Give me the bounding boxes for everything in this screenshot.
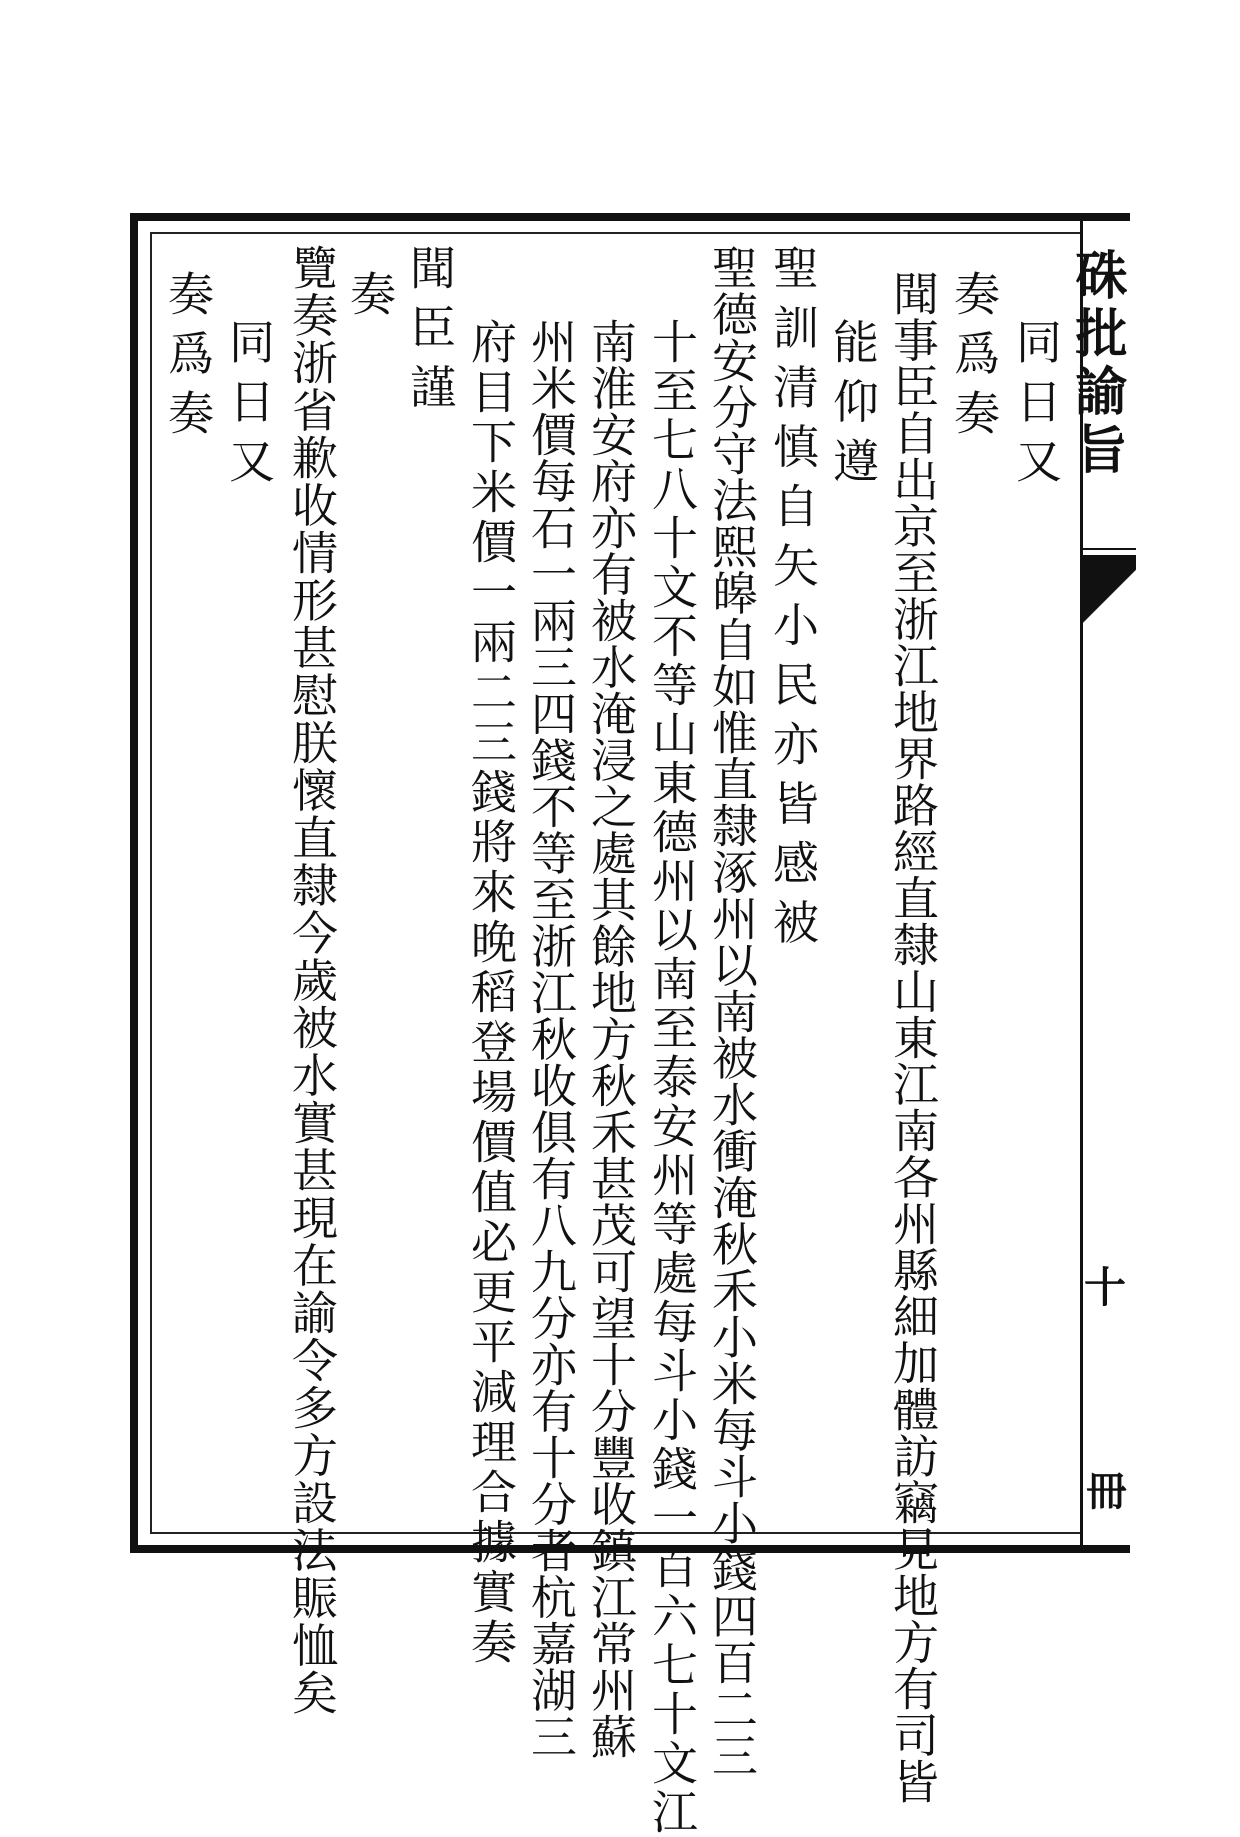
text-column-12: 奏 bbox=[343, 270, 397, 330]
text-column-2: 奏爲奏 bbox=[947, 270, 1001, 449]
spine-title: 硃批諭旨 bbox=[1066, 248, 1127, 480]
spine-fishtail-mark bbox=[1082, 555, 1136, 625]
text-column-3: 聞事臣自出京至浙江地界路經直隸山東江南各州縣細加體訪竊見地方有司皆 bbox=[886, 270, 940, 1805]
text-column-8: 南淮安府亦有被水淹浸之處其餘地方秋禾甚茂可望十分豐收鎮江常州蘇 bbox=[584, 318, 638, 1760]
text-column-7: 十至七八十文不等山東德州以南至泰安州等處每斗小錢一百六七十文江 bbox=[645, 318, 699, 1837]
spine-divider bbox=[1082, 548, 1136, 550]
spine-volume-number: 十 bbox=[1078, 1265, 1127, 1315]
text-column-10: 府目下米價一兩二三錢將來晚稻登場價值必更平減理合據實奏 bbox=[464, 318, 518, 1668]
text-column-9: 州米價每石一兩三四錢不等至浙江秋收俱有八九分亦有十分者杭嘉湖三 bbox=[524, 318, 578, 1760]
text-column-11: 聞臣謹 bbox=[403, 244, 457, 423]
text-column-15: 奏爲奏 bbox=[161, 270, 215, 449]
text-column-13: 覽奏浙省歉收情形甚慰朕懷直隸今歲被水實甚現在諭令多方設法賑恤矣 bbox=[285, 244, 339, 1717]
spine-book-label: 冊 bbox=[1080, 1470, 1127, 1510]
text-column-6: 聖德安分守法熙皞自如惟直隸涿州以南被水衝淹秋禾小米每斗小錢四百二三 bbox=[705, 244, 759, 1779]
text-column-1: 同日又 bbox=[1009, 318, 1063, 497]
text-column-5: 聖訓清慎自矢小民亦皆感被 bbox=[766, 244, 820, 958]
text-column-4: 能仰遵 bbox=[826, 318, 880, 497]
text-column-14: 同日又 bbox=[222, 318, 276, 497]
